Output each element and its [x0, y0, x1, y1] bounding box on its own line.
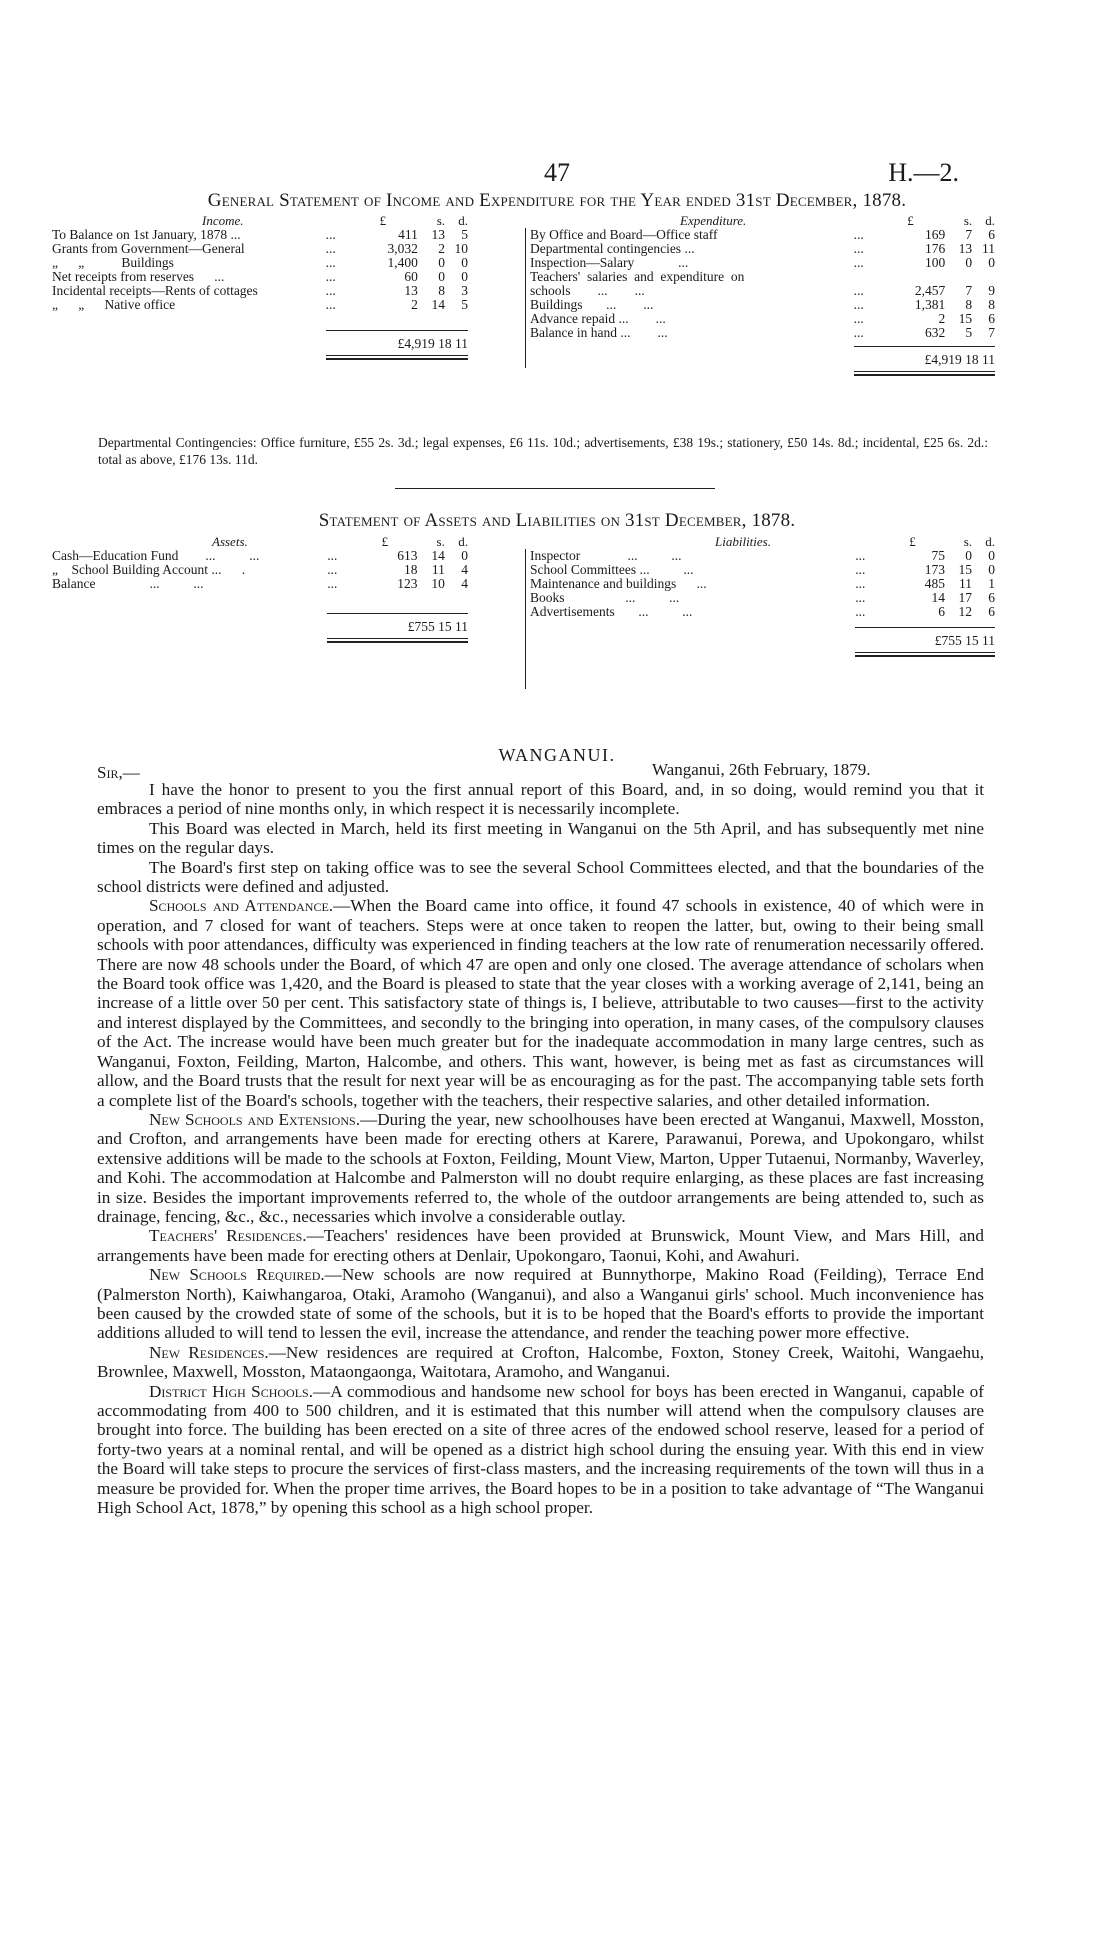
account-label: „ „ Buildings: [52, 255, 174, 270]
pence-head: d.: [458, 534, 468, 549]
amount-shillings: 7: [965, 227, 973, 242]
amount-pence: 0: [461, 548, 468, 563]
amount-shillings: 5: [965, 325, 973, 340]
account-dots: ...: [327, 548, 338, 563]
account-dots: ...: [855, 576, 866, 591]
letter-paragraph: [97, 896, 984, 1109]
amount-pounds: 3,032: [387, 241, 418, 256]
account-label: Cash—Education Fund ... ...: [52, 548, 260, 563]
paragraph-text: —During the year, new schoolhouses have been erected at Wanganui, Maxwell, Mosston, and Crofton, and arrangements have been made for erecting others at Karere, Parawanui, Porewa, and Upokongaro, whilst extensive additions will be made to the schools at Foxton, Feilding, Mount View, Marton, Upper Tutaenui, Normanby, Waverley, and Kohi. The accommodation at Halcombe and Palmerston will no doubt require enlarging, as these places are fast increasing in size. Besides the important improvements referred to, the whole of the outdoor arrangements are being attended to, such as drainage, fencing, &c., &c., necessaries which involve a considerable outlay.: [97, 1109, 984, 1226]
account-label: Balance ... ...: [52, 576, 204, 591]
amount-pounds: 2: [938, 311, 946, 326]
income-heading: Income.: [202, 213, 244, 228]
pounds-head: £: [379, 213, 387, 228]
account-dots: ...: [325, 227, 336, 242]
letter-paragraph: [97, 1265, 984, 1343]
account-label: Teachers' salaries and expenditure on: [530, 269, 745, 284]
account-row: [530, 228, 995, 242]
amount-pounds: 14: [931, 590, 945, 605]
account-label: Departmental contingencies ...: [530, 241, 695, 256]
account-dots: ...: [853, 255, 864, 270]
amount-pence: [972, 270, 995, 284]
account-label: Advance repaid ... ...: [530, 311, 666, 326]
amount-shillings: 14: [431, 548, 445, 563]
paragraph-heading: New Residences.: [149, 1342, 269, 1362]
account-label: Balance in hand ... ...: [530, 325, 668, 340]
page-number: 47: [544, 158, 570, 187]
amount-pence: 6: [988, 227, 995, 242]
paragraph-text: —New schools are now required at Bunnythorpe, Makino Road (Feilding), Terrace End (Palmerston North), Kaiwhangaroa, Otaki, Aramoho (Wanganui), and also a Wanganui girls' school. Much inconvenience has been caused by the crowded state of some of the schools, but it is to be hoped that the Board's efforts to provide the important additions alluded to will tend to lessen the evil, increase the attendance, and render the teaching power more effective.: [97, 1265, 984, 1343]
account-dots: ...: [325, 297, 336, 312]
account-row: [530, 577, 995, 591]
paragraph-text: —When the Board came into office, it found 47 schools in existence, 40 of which were in operation, and 7 closed for want of teachers. Steps were at once taken to reopen the latter, but, owing to their being small schools with poor attendances, difficulty was experienced in finding teachers at the low rate of renumeration necessarily offered. There are now 48 schools under the Board, of which 47 are open and only one closed. The average attendance of scholars when the Board took office was 1,420, and the Board is pleased to state that the year closes with a working average of 2,141, being an increase of a little over 50 per cent. This satisfactory state of things is, I believe, attributable to two causes—first to the activity and interest displayed by the Committees, and secondly to the bringing into operation, in many cases, of the compulsory clauses of the Act. The increase would have been much greater but for the inadequate accommodation in many large centres, such as Wanganui, Foxton, Feilding, Marton, Halcombe, and others. This want, however, is being met as fast as circumstances will allow, and the Board trusts that the result for next year will be as encouraging as for the past. The accompanying table sets forth a complete list of the Board's schools, together with the teachers, their respective salaries, and other detailed information.: [97, 896, 984, 1110]
amount-pounds: 6: [938, 604, 945, 619]
account-dots: ...: [855, 590, 866, 605]
income-total: £4,919 18 11: [397, 335, 468, 351]
amount-shillings: 10: [431, 576, 445, 591]
amount-pounds: 13: [404, 283, 418, 298]
account-dots: ...: [325, 283, 336, 298]
amount-pence: 7: [988, 325, 995, 340]
account-label: By Office and Board—Office staff: [530, 227, 718, 242]
amount-pounds: [914, 270, 946, 284]
account-label: Advertisements ... ...: [530, 604, 693, 619]
amount-shillings: 13: [431, 227, 445, 242]
amount-shillings: 15: [958, 562, 973, 577]
liabilities-table: [530, 535, 995, 657]
account-label: „ School Building Account ... .: [52, 562, 246, 577]
account-row: [530, 563, 995, 577]
paragraph-heading: Schools and Attendance.: [149, 896, 334, 916]
amount-pounds: 75: [931, 548, 945, 563]
amount-shillings: 11: [431, 562, 445, 577]
amount-pence: 5: [461, 227, 468, 242]
amount-pounds: 411: [398, 227, 418, 242]
assets-table: [52, 535, 468, 643]
account-dots: ...: [325, 255, 336, 270]
income-table: [52, 214, 468, 360]
account-label: Incidental receipts—Rents of cottages: [52, 283, 258, 298]
account-label: Buildings ... ...: [530, 297, 654, 312]
account-row: [52, 549, 468, 563]
account-row: [530, 284, 995, 298]
account-row: [52, 270, 468, 284]
account-dots: ...: [853, 311, 864, 326]
account-label: To Balance on 1st January, 1878 ...: [52, 227, 241, 242]
section-divider: [395, 488, 715, 489]
paragraph-text: —Teachers' residences have been provided at Brunswick, Mount View, and Mars Hill, and arrangements have been made for erecting others at Denlair, Upokongaro, Taonui, Kohi, and Awahuri.: [97, 1226, 984, 1265]
account-dots: [854, 270, 914, 284]
amount-pence: 9: [988, 283, 995, 298]
account-dots: ...: [853, 241, 864, 256]
account-row: [530, 256, 995, 270]
amount-pence: 0: [988, 548, 995, 563]
amount-pence: 5: [461, 297, 468, 312]
account-dots: ...: [853, 297, 864, 312]
paragraph-text: The Board's first step on taking office was to see the several School Committees elected, and that the boundaries of the school districts were defined and adjusted.: [97, 857, 984, 897]
section-title: WANGANUI.: [498, 745, 616, 765]
contingencies-note: Departmental Contingencies: Office furniture, £55 2s. 3d.; legal expenses, £6 11s. 10d.; advertisements, £38 19s.; stationery, £50 14s. 8d.; incidental, £25 6s. 2d.: total as above, £176 13s. 11d.: [98, 435, 988, 467]
letter-paragraph: [97, 1226, 984, 1265]
liabilities-heading: Liabilities.: [715, 534, 771, 549]
expenditure-rows: [530, 228, 995, 340]
amount-pence: 8: [988, 297, 995, 312]
amount-shillings: 0: [438, 255, 445, 270]
amount-pence: 1: [988, 576, 995, 591]
expenditure-table: [530, 214, 995, 376]
letter-paragraph: [97, 858, 984, 897]
amount-pence: 6: [988, 590, 995, 605]
letter-paragraph: [97, 1382, 984, 1518]
pounds-head: £: [909, 534, 916, 549]
account-dots: ...: [855, 548, 866, 563]
amount-pounds: 173: [924, 562, 945, 577]
amount-pence: 6: [988, 311, 995, 326]
amount-shillings: 14: [431, 297, 445, 312]
account-dots: ...: [853, 283, 864, 298]
liabilities-rows: [530, 549, 995, 619]
account-row: [530, 591, 995, 605]
assets-heading: Assets.: [212, 534, 248, 549]
amount-shillings: 17: [958, 590, 973, 605]
dateline: Wanganui, 26th February, 1879.: [652, 760, 871, 779]
account-dots: ...: [325, 241, 336, 256]
letter-body: [97, 780, 984, 1517]
paragraph-text: —A commodious and handsome new school for boys has been erected in Wanganui, capable of accommodating from 400 to 500 children, and it is estimated that this number will attend when the compulsory clauses are brought into force. The building has been erected on a site of three acres of the endowed school reserve, leased for a period of forty-two years at a nominal rental, and will be opened as a district high school during the ensuing year. With this end in view the Board will take steps to procure the services of first-class masters, and the increasing requirements of the town will thus in a measure be provided for. When the proper time arrives, the Board hopes to be in a position to take advantage of “The Wanganui High School Act, 1878,” by opening this school as a high school proper.: [97, 1381, 984, 1518]
account-dots: ...: [327, 562, 338, 577]
pence-head: d.: [985, 213, 995, 228]
assets-total: £755 15 11: [407, 618, 468, 634]
amount-pounds: 1,381: [914, 297, 946, 312]
amount-pence: 0: [988, 255, 995, 270]
amount-shillings: 0: [438, 269, 445, 284]
letter-paragraph: [97, 1343, 984, 1382]
amount-pounds: 485: [924, 576, 945, 591]
amount-pounds: 123: [397, 576, 418, 591]
assets-rows: [52, 549, 468, 591]
amount-pence: 0: [461, 255, 468, 270]
expenditure-heading: Expenditure.: [680, 213, 747, 228]
amount-pence: 0: [988, 562, 995, 577]
account-row: [530, 549, 995, 563]
account-dots: ...: [855, 604, 866, 619]
pounds-head: £: [907, 213, 914, 228]
letter-paragraph: [97, 780, 984, 819]
salutation: Sir,—: [97, 763, 140, 782]
account-row: [530, 298, 995, 312]
account-row: [530, 605, 995, 619]
amount-pence: 6: [988, 604, 995, 619]
paragraph-text: This Board was elected in March, held its first meeting in Wanganui on the 5th April, and has subsequently met nine times on the regular days.: [97, 818, 984, 858]
amount-pence: 11: [982, 241, 995, 256]
account-row: [52, 563, 468, 577]
account-row: [52, 256, 468, 270]
amount-pounds: 632: [924, 325, 946, 340]
account-row: [530, 242, 995, 256]
account-dots: ...: [853, 325, 864, 340]
amount-shillings: 8: [965, 297, 973, 312]
paragraph-heading: District High Schools.: [149, 1381, 314, 1401]
account-row: [52, 577, 468, 591]
amount-pence: 0: [461, 269, 468, 284]
paragraph-heading: New Schools Required.: [149, 1265, 325, 1285]
amount-shillings: 13: [958, 241, 973, 256]
amount-pounds: 18: [404, 562, 418, 577]
income-rows: [52, 228, 468, 312]
pence-head: d.: [458, 213, 468, 228]
amount-shillings: 8: [438, 283, 445, 298]
amount-shillings: 11: [959, 576, 973, 591]
income-column-divider: [525, 228, 526, 368]
account-label: Net receipts from reserves ...: [52, 269, 225, 284]
shillings-head: s.: [963, 213, 973, 228]
amount-pounds: 1,400: [387, 255, 418, 270]
assets-column-divider: [525, 549, 526, 689]
amount-pence: 3: [461, 283, 468, 298]
amount-pounds: 2,457: [914, 283, 946, 298]
amount-shillings: [945, 270, 972, 284]
account-row: [52, 298, 468, 312]
letter-paragraph: [97, 819, 984, 858]
paragraph-heading: New Schools and Extensions.: [149, 1109, 360, 1129]
paragraph-heading: Teachers' Residences.: [149, 1226, 307, 1246]
account-dots: ...: [325, 269, 336, 284]
account-dots: ...: [855, 562, 866, 577]
assets-statement-title: Statement of Assets and Liabilities on 31st December, 1878.: [318, 510, 796, 531]
amount-shillings: 12: [958, 604, 973, 619]
account-row: [530, 312, 995, 326]
account-label: Grants from Government—General: [52, 241, 245, 256]
account-row: [52, 228, 468, 242]
amount-shillings: 15: [958, 311, 973, 326]
account-row: [52, 284, 468, 298]
liabilities-total: £755 15 11: [934, 633, 995, 648]
paragraph-text: I have the honor to present to you the first annual report of this Board, and, in so doing, would remind you that it embraces a period of nine months only, in which respect it is necessarily incomplete.: [97, 780, 984, 819]
amount-pounds: 100: [924, 255, 946, 270]
account-label: School Committees ... ...: [530, 562, 694, 577]
paragraph-text: —New residences are required at Crofton, Halcombe, Foxton, Stoney Creek, Waitohi, Wangaehu, Brownlee, Maxwell, Mosston, Mataongaonga, Waitotara, Aramoho, and Wanganui.: [97, 1342, 984, 1382]
amount-pounds: 169: [924, 227, 946, 242]
amount-pence: 4: [461, 576, 468, 591]
amount-shillings: 0: [965, 548, 973, 563]
shillings-head: s.: [436, 534, 445, 549]
amount-pence: 10: [454, 241, 468, 256]
amount-shillings: 2: [438, 241, 445, 256]
account-dots: ...: [853, 227, 864, 242]
account-row: [52, 242, 468, 256]
account-label: „ „ Native office: [52, 297, 176, 312]
amount-pounds: 2: [411, 297, 418, 312]
shillings-head: s.: [963, 534, 973, 549]
account-label: Inspection—Salary ...: [530, 255, 689, 270]
amount-shillings: 7: [965, 283, 973, 298]
account-row: [530, 326, 995, 340]
document-reference: H.—2.: [888, 158, 959, 187]
amount-pounds: 60: [404, 269, 418, 284]
account-label: Maintenance and buildings ...: [530, 576, 707, 591]
pounds-head: £: [381, 534, 389, 549]
account-label: schools ... ...: [530, 283, 645, 298]
amount-pounds: 613: [397, 548, 418, 563]
pence-head: d.: [985, 534, 995, 549]
income-statement-title: General Statement of Income and Expenditure for the Year ended 31st December, 1878.: [207, 190, 907, 211]
account-row: [530, 270, 995, 284]
amount-pence: 4: [461, 562, 468, 577]
shillings-head: s.: [436, 213, 445, 228]
amount-shillings: 0: [965, 255, 973, 270]
amount-pounds: 176: [924, 241, 946, 256]
expenditure-total: £4,919 18 11: [924, 352, 995, 367]
letter-paragraph: [97, 1110, 984, 1226]
account-label: Books ... ...: [530, 590, 680, 605]
account-dots: ...: [327, 576, 338, 591]
account-label: Inspector ... ...: [530, 548, 682, 563]
